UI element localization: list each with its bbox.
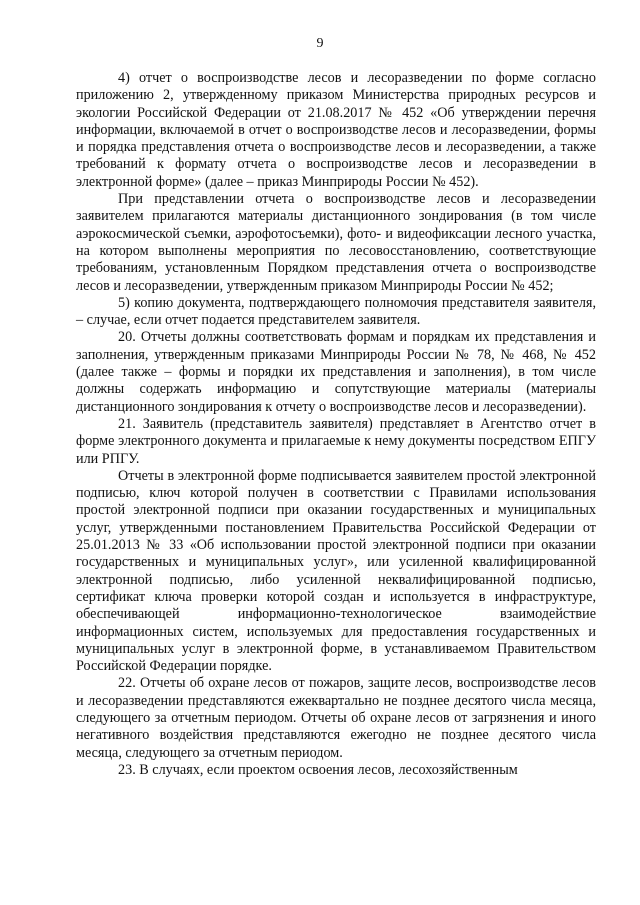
- document-body: [76, 70, 596, 779]
- paragraph-20-report-forms: 20. Отчеты должны соответствовать формам и порядкам их представления и заполнения, утвержденным приказами Минприроды России № 78, № 468, № 452 (далее также – формы и порядки их представления и заполнения), в том числе должны содержать информацию и сопутствующие материалы (материалы дистанционного зондирования к отчету о воспроизводстве лесов и лесоразведении).: [76, 329, 596, 415]
- paragraph-electronic-signature: Отчеты в электронной форме подписывается заявителем простой электронной подписью, ключ которой получен в соответствии с Правилами использования простой электронной подписи при оказании государственных и муниципальных услуг, утвержденными постановлением Правительства Российской Федерации от 25.01.2013 № 33 «Об использовании простой электронной подписи при оказании государственных и муниципальных услуг», или усиленной квалифицированной электронной подписью, либо усиленной неквалифицированной подписью, сертификат ключа проверки которой создан и используется в инфраструктуре, обеспечивающей информационно-технологическое взаимодействие информационных систем, используемых для предоставления государственных и муниципальных услуг в электронной форме, в устанавливаемом Правительством Российской Федерации порядке.: [76, 467, 596, 675]
- paragraph-item-5-representative-document: 5) копию документа, подтверждающего полномочия представителя заявителя, – случае, если отчет подается представителем заявителя.: [76, 294, 596, 329]
- paragraph-23-truncated: 23. В случаях, если проектом освоения лесов, лесохозяйственным: [118, 761, 518, 778]
- paragraph-22-reporting-deadlines: 22. Отчеты об охране лесов от пожаров, защите лесов, воспроизводстве лесов и лесоразведении представляются ежеквартально не позднее десятого числа месяца, следующего за отчетным периодом. Отчеты об охране лесов от загрязнения и иного негативного воздействия представляются ежегодно не позднее десятого числа месяца, следующего за отчетным периодом.: [76, 675, 596, 761]
- paragraph-remote-sensing-materials: При представлении отчета о воспроизводстве лесов и лесоразведении заявителем прилагаются материалы дистанционного зондирования (в том числе аэрокосмической съемки, аэрофотосъемки), фото- и видеофиксации лесного участка, на котором выполнены мероприятия по лесовосстановлению, соответствующие требованиям, установленным Порядком представления отчета о воспроизводстве лесов и лесоразведении, утвержденным приказом Минприроды России № 452;: [76, 191, 596, 294]
- page-number: 9: [316, 36, 324, 51]
- paragraph-21-submission-channels: 21. Заявитель (представитель заявителя) представляет в Агентство отчет в форме электронного документа и прилагаемые к нему документы посредством ЕПГУ или РПГУ.: [76, 415, 596, 467]
- paragraph-item-4-report-reforestation: 4) отчет о воспроизводстве лесов и лесоразведении по форме согласно приложению 2, утвержденному приказом Министерства природных ресурсов и экологии Российской Федерации от 21.08.2017 № 452 «Об утверждении перечня информации, включаемой в отчет о воспроизводстве лесов и лесоразведении, формы и порядка представления отчета о воспроизводстве лесов и лесоразведении, а также требований к формату отчета о воспроизводстве лесов и лесоразведении в электронной форме» (далее – приказ Минприроды России № 452).: [76, 70, 596, 190]
